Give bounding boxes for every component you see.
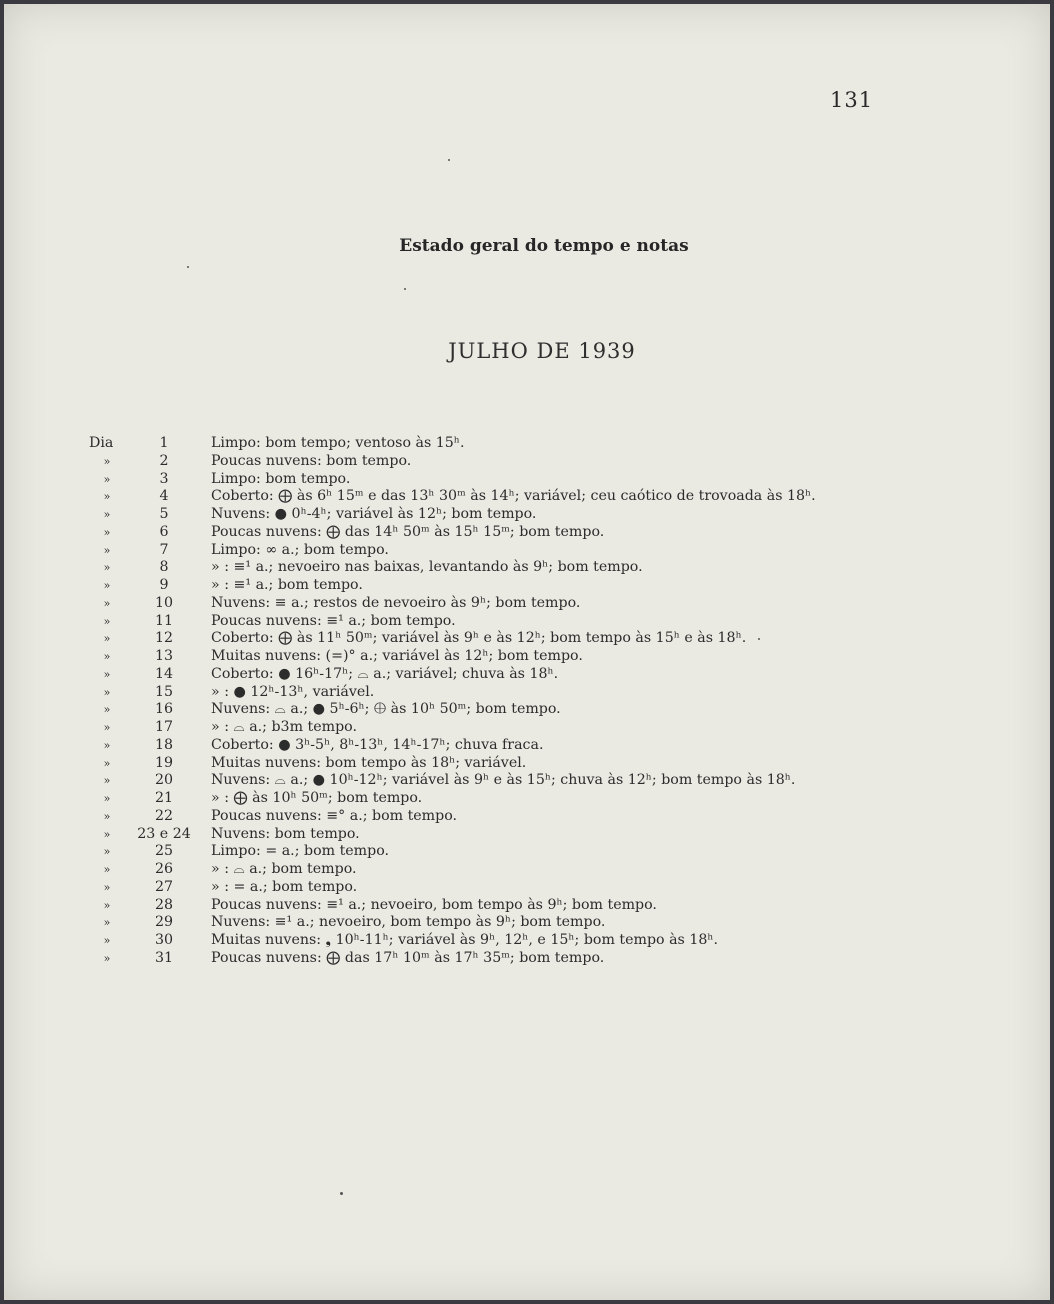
day-number: 8: [159, 559, 169, 576]
day-number: 29: [154, 914, 174, 931]
ditto-mark: »: [103, 543, 111, 557]
paper-speck: [340, 1192, 343, 1195]
table-row: [89, 524, 829, 542]
weather-note: Limpo: ∞ a.; bom tempo.: [211, 541, 389, 558]
day-number: 4: [159, 488, 169, 505]
ditto-mark: »: [103, 525, 111, 539]
table-row: [89, 914, 829, 932]
day-number: 15: [154, 683, 174, 700]
table-row: [89, 755, 829, 773]
ditto-mark: »: [103, 827, 111, 841]
paper-speck: [758, 638, 760, 640]
day-number: 21: [154, 790, 174, 806]
table-row: [89, 542, 829, 560]
day-number: 23 e 24: [137, 825, 191, 842]
day-number: 27: [154, 878, 174, 895]
ditto-mark: »: [103, 632, 111, 646]
weather-note: » : ⌓ a.; b3m tempo.: [211, 719, 357, 735]
ditto-mark: »: [103, 756, 111, 770]
day-number: 14: [154, 665, 174, 682]
ditto-mark: »: [103, 472, 111, 486]
weather-note: Poucas nuvens: bom tempo.: [211, 452, 412, 469]
ditto-mark: »: [103, 951, 111, 965]
ditto-mark: »: [103, 454, 111, 468]
table-row: [89, 826, 829, 844]
paper-speck: [187, 266, 189, 268]
row-label: Dia: [89, 435, 114, 451]
weather-note: Muitas nuvens: ❟ 10ʰ-11ʰ; variável às 9ʰ, 12ʰ, e 15ʰ; bom tempo às 18ʰ.: [211, 932, 719, 948]
table-row: [89, 897, 829, 915]
ditto-mark: »: [103, 596, 111, 610]
weather-note: Poucas nuvens: ≡¹ a.; bom tempo.: [211, 612, 456, 629]
table-row: [89, 435, 829, 453]
weather-note: Poucas nuvens: ⨁ das 14ʰ 50ᵐ às 15ʰ 15ᵐ; bom tempo.: [211, 523, 605, 540]
ditto-mark: »: [103, 774, 111, 788]
paper-speck: [448, 159, 450, 161]
month-title: JULHO DE 1939: [448, 339, 636, 363]
table-row: [89, 843, 829, 861]
ditto-mark: »: [103, 721, 111, 734]
ditto-mark: »: [103, 916, 111, 930]
ditto-mark: »: [103, 898, 111, 912]
ditto-mark: »: [103, 703, 111, 717]
table-row: [89, 861, 829, 879]
day-number: 22: [154, 807, 174, 824]
section-title: Estado geral do tempo e notas: [399, 236, 689, 256]
table-row: [89, 684, 829, 702]
weather-note: » : ⌓ a.; bom tempo.: [211, 861, 357, 877]
ditto-mark: »: [103, 863, 111, 876]
weather-note: Nuvens: ● 0ʰ-4ʰ; variável às 12ʰ; bom tempo.: [211, 506, 537, 522]
table-row: [89, 595, 829, 613]
table-row: [89, 453, 829, 471]
table-row: [89, 737, 829, 755]
table-row: [89, 701, 829, 719]
weather-note: Limpo: bom tempo.: [211, 470, 351, 487]
table-row: [89, 666, 829, 684]
ditto-mark: »: [103, 685, 111, 699]
weather-note: Nuvens: ≡¹ a.; nevoeiro, bom tempo às 9ʰ; bom tempo.: [211, 914, 606, 931]
weather-note: Coberto: ⨁ às 6ʰ 15ᵐ e das 13ʰ 30ᵐ às 14ʰ; variável; ceu caótico de trovoada às 18ʰ.: [211, 488, 816, 505]
ditto-mark: »: [103, 934, 111, 947]
weather-note: Nuvens: ≡ a.; restos de nevoeiro às 9ʰ; bom tempo.: [211, 594, 581, 611]
day-number: 1: [159, 435, 169, 451]
ditto-mark: »: [103, 667, 111, 681]
ditto-mark: »: [103, 809, 111, 823]
day-number: 25: [154, 843, 174, 860]
weather-note: Nuvens: ⌓ a.; ● 5ʰ-6ʰ; ⨁ às 10ʰ 50ᵐ; bom tempo.: [211, 701, 561, 718]
table-row: [89, 879, 829, 897]
table-row: [89, 772, 829, 790]
table-row: [89, 719, 829, 737]
weather-note: » : ⨁ às 10ʰ 50ᵐ; bom tempo.: [211, 790, 423, 806]
day-number: 18: [154, 736, 174, 753]
weather-note: Nuvens: ⌓ a.; ● 10ʰ-12ʰ; variável às 9ʰ e às 15ʰ; chuva às 12ʰ; bom tempo às 18ʰ.: [211, 772, 796, 789]
day-number: 19: [154, 754, 174, 771]
day-number: 31: [154, 949, 174, 966]
weather-note: Limpo: = a.; bom tempo.: [211, 843, 390, 860]
weather-note: Poucas nuvens: ≡¹ a.; nevoeiro, bom tempo às 9ʰ; bom tempo.: [211, 896, 657, 913]
day-number: 30: [154, 932, 174, 948]
day-number: 5: [159, 506, 169, 522]
day-number: 12: [154, 630, 174, 647]
day-number: 6: [159, 523, 169, 540]
table-row: [89, 471, 829, 489]
table-row: [89, 648, 829, 666]
table-row: [89, 950, 829, 968]
table-row: [89, 506, 829, 524]
page-number: 131: [830, 88, 874, 112]
table-row: [89, 559, 829, 577]
ditto-mark: »: [103, 579, 111, 592]
weather-note: Coberto: ● 3ʰ-5ʰ, 8ʰ-13ʰ, 14ʰ-17ʰ; chuva fraca.: [211, 736, 544, 753]
ditto-mark: »: [103, 738, 111, 752]
day-number: 17: [154, 719, 174, 735]
ditto-mark: »: [103, 650, 111, 663]
table-row: [89, 577, 829, 595]
day-number: 28: [154, 896, 174, 913]
day-number: 13: [154, 648, 174, 664]
weather-note: » : ● 12ʰ-13ʰ, variável.: [211, 683, 375, 700]
weather-log-table: [89, 435, 829, 968]
table-row: [89, 613, 829, 631]
table-row: [89, 488, 829, 506]
ditto-mark: »: [103, 792, 111, 805]
weather-note: Nuvens: bom tempo.: [211, 825, 360, 842]
ditto-mark: »: [103, 490, 111, 504]
weather-note: Limpo: bom tempo; ventoso às 15ʰ.: [211, 435, 465, 451]
weather-note: Coberto: ⨁ às 11ʰ 50ᵐ; variável às 9ʰ e às 12ʰ; bom tempo às 15ʰ e às 18ʰ.: [211, 630, 747, 647]
table-row: [89, 630, 829, 648]
day-number: 10: [154, 594, 174, 611]
weather-note: Muitas nuvens: bom tempo às 18ʰ; variável.: [211, 754, 527, 771]
weather-note: Poucas nuvens: ≡° a.; bom tempo.: [211, 807, 458, 824]
paper-speck: [404, 288, 406, 290]
scanned-page: [4, 4, 1050, 1300]
day-number: 11: [154, 612, 174, 629]
table-row: [89, 808, 829, 826]
table-row: [89, 932, 829, 950]
day-number: 9: [159, 577, 169, 593]
ditto-mark: »: [103, 845, 111, 859]
day-number: 16: [154, 701, 174, 718]
table-row: [89, 790, 829, 808]
weather-note: Muitas nuvens: (=)° a.; variável às 12ʰ; bom tempo.: [211, 648, 583, 664]
ditto-mark: »: [103, 614, 111, 628]
day-number: 7: [159, 541, 169, 558]
weather-note: Poucas nuvens: ⨁ das 17ʰ 10ᵐ às 17ʰ 35ᵐ; bom tempo.: [211, 949, 605, 966]
ditto-mark: »: [103, 880, 111, 894]
ditto-mark: »: [103, 508, 111, 521]
day-number: 3: [159, 470, 169, 487]
day-number: 26: [154, 861, 174, 877]
day-number: 2: [159, 452, 169, 469]
day-number: 20: [154, 772, 174, 789]
weather-note: » : ≡¹ a.; bom tempo.: [211, 577, 363, 593]
weather-note: » : = a.; bom tempo.: [211, 878, 358, 895]
weather-note: » : ≡¹ a.; nevoeiro nas baixas, levantando às 9ʰ; bom tempo.: [211, 559, 643, 576]
ditto-mark: »: [103, 561, 111, 575]
weather-note: Coberto: ● 16ʰ-17ʰ; ⌓ a.; variável; chuva às 18ʰ.: [211, 665, 559, 682]
